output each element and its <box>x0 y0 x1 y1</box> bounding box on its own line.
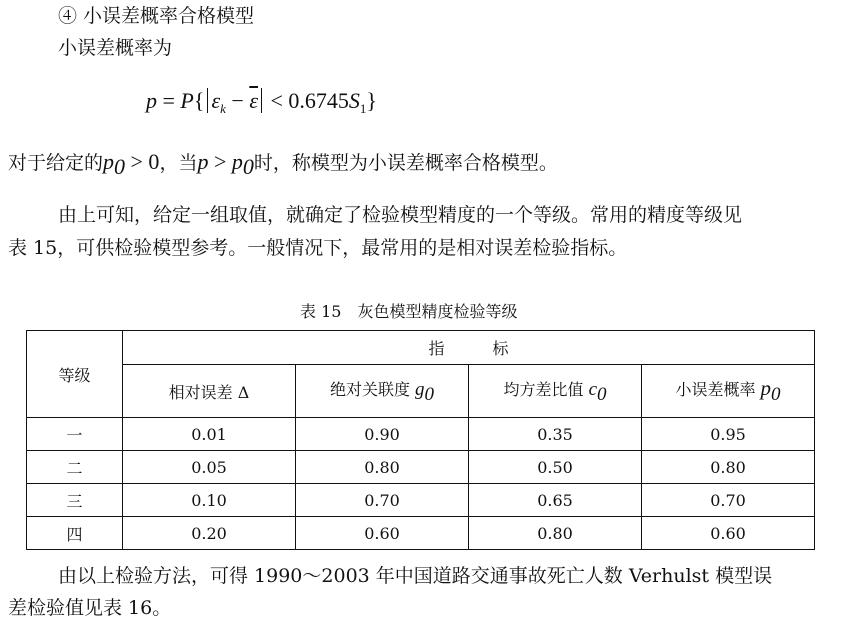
formula-s-sub: 1 <box>359 101 367 116</box>
formula-eps-bar: $\overline{\varepsilon}$ <box>249 88 258 113</box>
formula-func: P <box>180 88 194 113</box>
value-cell: 0.50 <box>469 451 642 484</box>
value-cell: 0.90 <box>296 418 469 451</box>
table-row <box>27 418 815 451</box>
grade-cell: 四 <box>27 517 123 550</box>
paragraph-2-line-1: 由上可知，给定一组取值，就确定了检验模型精度的一个等级。常用的精度等级见 <box>58 204 743 226</box>
precision-grade-table <box>26 330 815 550</box>
para1-var-p0: p <box>231 149 243 174</box>
para1-sub-0b: 0 <box>242 154 254 179</box>
paragraph-3-line-1: 由以上检验方法，可得 1990～2003 年中国道路交通事故死亡人数 Verhulst 模型误 <box>58 565 773 587</box>
formula <box>146 86 377 116</box>
paragraph-1 <box>8 150 558 179</box>
paragraph-3-line-2: 差检验值见表 16。 <box>8 597 172 619</box>
index-header: 指 标 <box>123 331 815 365</box>
abs-bar-right <box>261 88 262 113</box>
grade-cell: 一 <box>27 418 123 451</box>
formula-eq: = <box>162 88 175 113</box>
col-variance-ratio: 均方差比值 $c_0$ <box>469 365 642 418</box>
table-row <box>27 451 815 484</box>
para1-text-1: 对于给定的 <box>8 152 104 174</box>
table-row <box>27 517 815 550</box>
para1-var-p2: p <box>197 149 209 174</box>
para1-gt-zero: > 0 <box>125 149 160 174</box>
para1-text-3: 时，称模型为小误差概率合格模型。 <box>253 152 558 174</box>
value-cell: 0.60 <box>296 517 469 550</box>
grade-cell: 三 <box>27 484 123 517</box>
formula-minus: − <box>231 88 244 113</box>
para1-var-p: p <box>103 149 115 174</box>
value-cell: 0.10 <box>123 484 296 517</box>
value-cell: 0.20 <box>123 517 296 550</box>
formula-eps: ε <box>211 88 221 113</box>
value-cell: 0.70 <box>296 484 469 517</box>
grade-header: 等级 <box>27 331 123 418</box>
value-cell: 0.65 <box>469 484 642 517</box>
para1-text-2: ，当 <box>159 152 198 174</box>
formula-lt: < <box>270 88 283 113</box>
para1-gt: > <box>208 149 232 174</box>
formula-s: S <box>348 88 360 113</box>
grade-cell: 二 <box>27 451 123 484</box>
value-cell: 0.95 <box>642 418 815 451</box>
paragraph-2-line-2: 表 15，可供检验模型参考。一般情况下，最常用的是相对误差检验指标。 <box>8 237 628 259</box>
col-relative-error: 相对误差 Δ <box>123 365 296 418</box>
value-cell: 0.70 <box>642 484 815 517</box>
formula-brace-open: { <box>193 88 205 113</box>
value-cell: 0.60 <box>642 517 815 550</box>
col-small-error-prob: 小误差概率 $p_0$ <box>642 365 815 418</box>
abs-bar-left <box>207 88 208 113</box>
col-absolute-correlation: 绝对关联度 $g_0$ <box>296 365 469 418</box>
table-row <box>27 484 815 517</box>
value-cell: 0.01 <box>123 418 296 451</box>
value-cell: 0.35 <box>469 418 642 451</box>
value-cell: 0.80 <box>642 451 815 484</box>
section-intro: 小误差概率为 <box>58 37 173 59</box>
formula-coef: 0.6745 <box>288 88 349 113</box>
formula-brace-close: } <box>366 88 377 113</box>
table-caption: 表 15 灰色模型精度检验等级 <box>300 302 518 321</box>
para1-sub-0: 0 <box>114 154 126 179</box>
value-cell: 0.80 <box>469 517 642 550</box>
value-cell: 0.80 <box>296 451 469 484</box>
section-heading: ④ 小误差概率合格模型 <box>58 5 255 27</box>
formula-eps-sub: k <box>220 101 226 116</box>
formula-lhs: p <box>146 88 157 113</box>
value-cell: 0.05 <box>123 451 296 484</box>
